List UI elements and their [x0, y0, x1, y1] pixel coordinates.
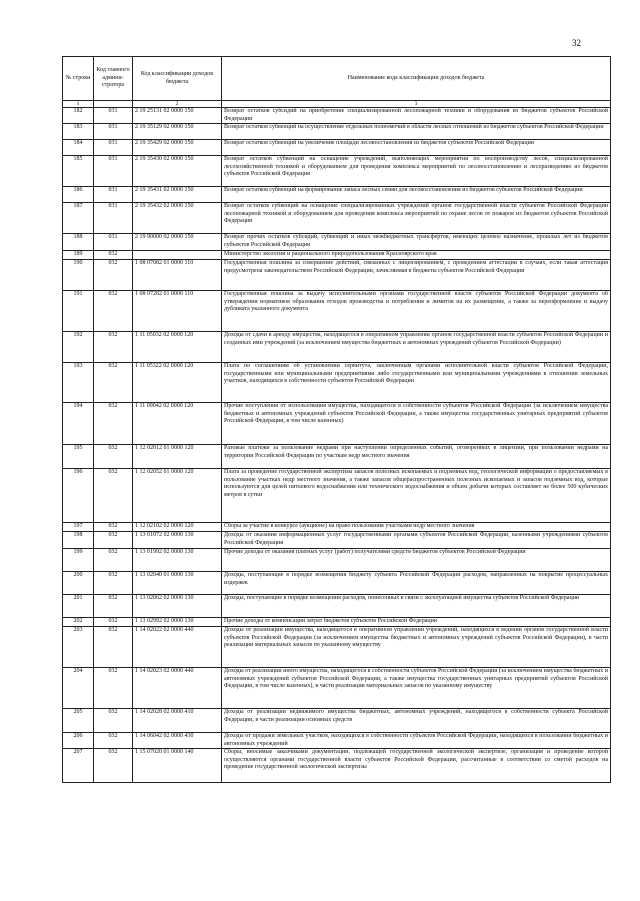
table-row	[63, 108, 611, 124]
admin-code-cell: 032	[94, 595, 133, 618]
header-name: Наименование кода классификации доходов бюджета	[222, 57, 611, 101]
table-row	[63, 618, 611, 627]
admin-code-cell: 032	[94, 549, 133, 572]
column-number-empty	[94, 101, 133, 108]
class-code-cell: 1 13 01072 02 0000 130	[133, 532, 222, 549]
row-number-cell: 204	[63, 668, 94, 709]
admin-code-cell: 032	[94, 332, 133, 363]
row-number-cell: 202	[63, 618, 94, 627]
row-number-cell: 194	[63, 403, 94, 445]
name-cell: Сборы, вносимые заказчиками документации, подлежащей государственной экологической экспертизе, организация и проведение которой осуществляются органами государственной власти субъектов Российской Федерации, рассчитанные в соответствии со сметой расходов на проведение государственной экологической экспертизы	[222, 749, 611, 783]
table-body	[63, 108, 611, 783]
table-row	[63, 469, 611, 523]
class-code-cell: 1 11 09042 02 0000 120	[133, 403, 222, 445]
admin-code-cell: 031	[94, 108, 133, 124]
class-code-cell: 2 19 35431 02 0000 150	[133, 187, 222, 203]
class-code-cell	[133, 251, 222, 260]
table-row	[63, 523, 611, 532]
class-code-cell: 1 13 01992 02 0000 130	[133, 549, 222, 572]
admin-code-cell: 032	[94, 627, 133, 668]
table-row	[63, 733, 611, 749]
row-number-cell: 189	[63, 251, 94, 260]
table-row	[63, 749, 611, 783]
table-row	[63, 595, 611, 618]
name-cell: Доходы от реализации недвижимого имущества бюджетных, автономных учреждений, находящегося в собственности субъекта Российской Федерации, в части реализации основных средств	[222, 709, 611, 733]
row-number-cell: 185	[63, 156, 94, 187]
table-row	[63, 234, 611, 251]
class-code-cell: 1 12 02102 02 0000 120	[133, 523, 222, 532]
admin-code-cell: 032	[94, 532, 133, 549]
row-number-cell: 196	[63, 469, 94, 523]
name-cell: Прочие доходы от оказания платных услуг (работ) получателями средств бюджетов субъектов Российской Федерации	[222, 549, 611, 572]
row-number-cell: 182	[63, 108, 94, 124]
table-row	[63, 668, 611, 709]
row-number-cell: 197	[63, 523, 94, 532]
class-code-cell: 2 19 35432 02 0000 150	[133, 203, 222, 234]
class-code-cell: 1 13 02992 02 0000 130	[133, 618, 222, 627]
column-number-row	[63, 101, 611, 108]
class-code-cell: 1 08 07082 01 0000 110	[133, 260, 222, 291]
class-code-cell: 1 13 02062 02 0000 130	[133, 595, 222, 618]
class-code-cell: 2 19 35430 02 0000 150	[133, 156, 222, 187]
row-number-cell: 192	[63, 332, 94, 363]
table-row	[63, 363, 611, 403]
row-number-cell: 203	[63, 627, 94, 668]
class-code-cell: 2 19 35129 02 0000 150	[133, 124, 222, 140]
class-code-cell: 2 19 35429 02 0000 150	[133, 140, 222, 156]
name-cell: Возврат остатков субвенций на оснащение специализированных учреждений органов государственной власти субъектов Российской Федерации лесопожарной техникой и оборудованием для проведения комплекса мероприятий по охране лесов от пожаров из бюджетов субъектов Российской Федерации	[222, 203, 611, 234]
row-number-cell: 206	[63, 733, 94, 749]
header-admin-code: Код главного админи-стратора	[94, 57, 133, 101]
row-number-cell: 187	[63, 203, 94, 234]
admin-code-cell: 031	[94, 234, 133, 251]
row-number-cell: 198	[63, 532, 94, 549]
table-row	[63, 291, 611, 332]
name-cell: Доходы, поступающие в порядке возмещения расходов, понесенных в связи с эксплуатацией имущества субъектов Российской Федерации	[222, 595, 611, 618]
table-header-row	[63, 57, 611, 101]
name-cell: Министерство экологии и рационального природопользования Красноярского края	[222, 251, 611, 260]
table-row	[63, 445, 611, 469]
name-cell: Возврат остатков субсидий на приобретение специализированной лесопожарной техники и оборудования из бюджетов субъектов Российской Федерации	[222, 108, 611, 124]
admin-code-cell: 032	[94, 709, 133, 733]
name-cell: Доходы от реализации имущества, находящегося в оперативном управлении учреждений, находящихся в ведении органов государственной власти субъектов Российской Федерации (за исключением имущества бюджетных и автономных учреждений субъектов Российской Федерации), в части реализации материальных запасов по указанному имуществу	[222, 627, 611, 668]
row-number-cell: 188	[63, 234, 94, 251]
admin-code-cell: 032	[94, 618, 133, 627]
header-class-code: Код классификации доходов бюджета	[133, 57, 222, 101]
table-row	[63, 627, 611, 668]
class-code-cell: 1 14 06042 02 0000 430	[133, 733, 222, 749]
admin-code-cell: 032	[94, 445, 133, 469]
admin-code-cell: 032	[94, 749, 133, 783]
name-cell: Доходы от оказания информационных услуг государственными органами субъектов Российской Федерации, казенными учреждениями субъектов Российской Федерации	[222, 532, 611, 549]
row-number-cell: 191	[63, 291, 94, 332]
class-code-cell: 1 14 02023 02 0000 440	[133, 668, 222, 709]
name-cell: Доходы, поступающие в порядке возмещения бюджету субъекта Российской Федерации расходов, направленных на покрытие процессуальных издержек	[222, 572, 611, 595]
row-number-cell: 193	[63, 363, 94, 403]
name-cell: Доходы от сдачи в аренду имущества, находящегося в оперативном управлении органов государственной власти субъектов Российской Федерации и созданных ими учреждений (за исключением имущества бюджетных и автономных учреждений субъектов Российской Федерации)	[222, 332, 611, 363]
row-number-cell: 199	[63, 549, 94, 572]
class-code-cell: 1 11 05322 02 0000 120	[133, 363, 222, 403]
admin-code-cell: 031	[94, 203, 133, 234]
table-row	[63, 549, 611, 572]
admin-code-cell: 032	[94, 668, 133, 709]
name-cell: Государственная пошлина за выдачу исполнительными органами государственной власти субъектов Российской Федерации документа об утверждении нормативов образования отходов производства и потребления и лимитов на их размещение, а также за переоформление и выдачу дубликата указанного документа	[222, 291, 611, 332]
name-cell: Доходы от продажи земельных участков, находящихся в собственности субъектов Российской Федерации, находящихся в пользовании бюджетных и автономных учреждений	[222, 733, 611, 749]
row-number-cell: 200	[63, 572, 94, 595]
name-cell: Возврат остатков субвенций на увеличение площади лесовосстановления из бюджетов субъектов Российской Федерации	[222, 140, 611, 156]
class-code-cell: 2 19 25131 02 0000 150	[133, 108, 222, 124]
admin-code-cell: 031	[94, 156, 133, 187]
column-number-1: 1	[63, 101, 94, 108]
name-cell: Возврат остатков субвенций на осуществление отдельных полномочий в области лесных отношений из бюджетов субъектов Российской Федерации	[222, 124, 611, 140]
table-row	[63, 709, 611, 733]
row-number-cell: 184	[63, 140, 94, 156]
name-cell: Плата за проведение государственной экспертизы запасов полезных ископаемых и подземных вод, геологической информации о предоставляемых в пользование участках недр местного значения, а также запасов общераспространенных полезных ископаемых и запасов подземных вод, которые используются для целей питьевого водоснабжения или технического водоснабжения и объем добычи которых составляет не более 500 кубических метров в сутки	[222, 469, 611, 523]
row-number-cell: 195	[63, 445, 94, 469]
name-cell: Сборы за участие в конкурсе (аукционе) на право пользования участками недр местного значения	[222, 523, 611, 532]
class-code-cell: 1 12 02012 01 0000 120	[133, 445, 222, 469]
admin-code-cell: 032	[94, 260, 133, 291]
revenue-classification-table	[62, 56, 611, 783]
name-cell: Доходы от реализации иного имущества, находящегося в собственности субъектов Российской Федерации (за исключением имущества бюджетных и автономных учреждений субъектов Российской Федерации, а также имущества государственных унитарных предприятий субъектов Российской Федерации, в том числе казенных), в части реализации материальных запасов по указанному имуществу	[222, 668, 611, 709]
table-row	[63, 251, 611, 260]
admin-code-cell: 031	[94, 140, 133, 156]
admin-code-cell: 031	[94, 124, 133, 140]
name-cell: Возврат остатков субвенций на оснащение учреждений, выполняющих мероприятия по воспроизводству лесов, специализированной лесохозяйственной техникой и оборудованием для проведения комплекса мероприятий по лесовосстановлению и лесоразведению из бюджетов субъектов Российской Федерации	[222, 156, 611, 187]
table-row	[63, 403, 611, 445]
name-cell: Возврат остатков субвенций на формирование запаса лесных семян для лесовосстановления из бюджетов субъектов Российской Федерации	[222, 187, 611, 203]
name-cell: Прочие поступления от использования имущества, находящегося в собственности субъектов Российской Федерации (за исключением имущества бюджетных и автономных учреждений субъектов Российской Федерации, а также имущества государственных унитарных предприятий субъектов Российской Федерации, в том числе казенных)	[222, 403, 611, 445]
row-number-cell: 183	[63, 124, 94, 140]
admin-code-cell: 032	[94, 523, 133, 532]
admin-code-cell: 032	[94, 251, 133, 260]
name-cell: Прочие доходы от компенсации затрат бюджетов субъектов Российской Федерации	[222, 618, 611, 627]
admin-code-cell: 032	[94, 572, 133, 595]
row-number-cell: 201	[63, 595, 94, 618]
column-number-2: 2	[133, 101, 222, 108]
admin-code-cell: 032	[94, 403, 133, 445]
class-code-cell: 2 19 90000 02 0000 150	[133, 234, 222, 251]
class-code-cell: 1 14 02022 02 0000 440	[133, 627, 222, 668]
table-row	[63, 203, 611, 234]
header-row-no: № строки	[63, 57, 94, 101]
table-row	[63, 260, 611, 291]
table-row	[63, 532, 611, 549]
class-code-cell: 1 08 07282 01 0000 110	[133, 291, 222, 332]
table-row	[63, 187, 611, 203]
class-code-cell: 1 12 02052 01 0000 120	[133, 469, 222, 523]
row-number-cell: 190	[63, 260, 94, 291]
name-cell: Государственная пошлина за совершение действий, связанных с лицензированием, с проведением аттестации в случаях, если такая аттестация предусмотрена законодательством Российской Федерации, зачисляемая в бюджеты субъектов Российской Федерации	[222, 260, 611, 291]
table-row	[63, 124, 611, 140]
row-number-cell: 205	[63, 709, 94, 733]
admin-code-cell: 032	[94, 733, 133, 749]
name-cell: Плата по соглашениям об установлении сервитута, заключенным органами исполнительной власти субъектов Российской Федерации, государственными или муниципальными предприятиями либо государственными или муниципальными учреждениями в отношении земельных участков, находящихся в собственности субъектов Российской Федерации	[222, 363, 611, 403]
class-code-cell: 1 13 02040 01 0000 130	[133, 572, 222, 595]
name-cell: Разовые платежи за пользование недрами при наступлении определенных событий, оговоренных в лицензии, при пользовании недрами на территории Российской Федерации по участкам недр местного значения	[222, 445, 611, 469]
class-code-cell: 1 14 02028 02 0000 410	[133, 709, 222, 733]
admin-code-cell: 031	[94, 187, 133, 203]
class-code-cell: 1 15 07020 01 0000 140	[133, 749, 222, 783]
column-number-3: 3	[222, 101, 611, 108]
table-row	[63, 140, 611, 156]
row-number-cell: 207	[63, 749, 94, 783]
name-cell: Возврат прочих остатков субсидий, субвенций и иных межбюджетных трансфертов, имеющих целевое назначение, прошлых лет из бюджетов субъектов Российской Федерации	[222, 234, 611, 251]
row-number-cell: 186	[63, 187, 94, 203]
table-row	[63, 156, 611, 187]
admin-code-cell: 032	[94, 469, 133, 523]
page-number: 32	[572, 38, 581, 48]
admin-code-cell: 032	[94, 363, 133, 403]
admin-code-cell: 032	[94, 291, 133, 332]
class-code-cell: 1 11 05032 02 0000 120	[133, 332, 222, 363]
table-row	[63, 332, 611, 363]
table-row	[63, 572, 611, 595]
